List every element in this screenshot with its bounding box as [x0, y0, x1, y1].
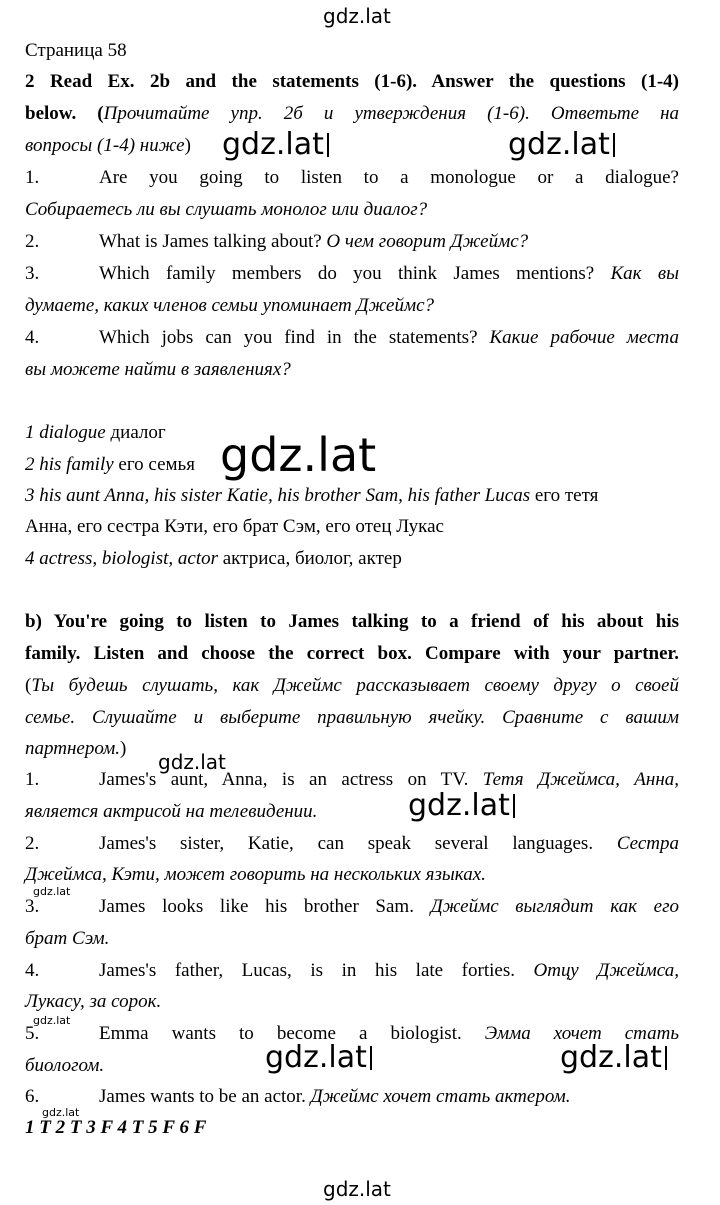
- answer-2: 2 his family его семья: [25, 454, 195, 475]
- watermark-4: gdz.lat: [265, 1040, 372, 1075]
- question-2: 2. What is James talking about? О чем говорит Джеймс?: [25, 231, 529, 252]
- question-3-ru: думаете, каких членов семьи упоминает Джеймс?: [25, 295, 435, 316]
- watermark-1: gdz.lat: [222, 127, 329, 162]
- statement-4: 4. James's father, Lucas, is in his late forties. Отцу Джеймса,: [25, 960, 680, 981]
- question-3: 3. Which family members do you think James mentions? Как вы: [25, 263, 680, 284]
- statement-4-ru: Лукасу, за сорок.: [25, 991, 162, 1012]
- answer-3-cont: Анна, его сестра Кэти, его брат Сэм, его отец Лукас: [25, 516, 444, 537]
- statement-2-ru: Джеймса, Кэти, может говорить на нескольких языках.: [25, 864, 486, 885]
- watermark-big: gdz.lat: [220, 428, 377, 482]
- page-label: Страница 58: [25, 40, 127, 61]
- statement-5-ru: биологом.: [25, 1055, 105, 1076]
- statement-5: 5. Emma wants to become a biologist. Эмма хочет стать: [25, 1023, 679, 1044]
- statement-6: 6. James wants to be an actor. Джеймс хочет стать актером.: [25, 1086, 571, 1107]
- statement-1-ru: является актрисой на телевидении.: [25, 801, 318, 822]
- taskb-heading-ru2: семье. Слушайте и выберите правильную ячейку. Сравните с вашим: [25, 707, 679, 728]
- task2-heading-line2: below. (Прочитайте упр. 2б и утверждения (1-6). Ответьте на: [25, 103, 680, 124]
- question-1-en: 1. Are you going to listen to a monologue or a dialogue?: [25, 167, 679, 188]
- taskb-heading-line2: family. Listen and choose the correct box. Compare with your partner.: [25, 643, 679, 664]
- statement-1: 1. James's aunt, Anna, is an actress on TV. Тетя Джеймса, Анна,: [25, 769, 680, 790]
- final-answer: 1 T 2 T 3 F 4 T 5 F 6 F: [25, 1117, 207, 1138]
- watermark-3: gdz.lat: [408, 788, 515, 823]
- watermark-bottom: gdz.lat: [323, 1177, 391, 1201]
- question-1-ru: Собираетесь ли вы слушать монолог или диалог?: [25, 199, 428, 220]
- statement-3: 3. James looks like his brother Sam. Джеймс выглядит как его: [25, 896, 679, 917]
- answer-3: 3 his aunt Anna, his sister Katie, his brother Sam, his father Lucas его тетя: [25, 485, 599, 506]
- watermark-5: gdz.lat: [560, 1040, 667, 1075]
- question-4: 4. Which jobs can you find in the statements? Какие рабочие места: [25, 327, 679, 348]
- taskb-heading-ru3: партнером.): [25, 738, 127, 759]
- watermark-tiny-1: gdz.lat: [33, 885, 71, 898]
- watermark-top: gdz.lat: [323, 4, 391, 28]
- watermark-2: gdz.lat: [508, 127, 615, 162]
- answer-4: 4 actress, biologist, actor актриса, биолог, актер: [25, 548, 402, 569]
- statement-2: 2. James's sister, Katie, can speak several languages. Сестра: [25, 833, 679, 854]
- question-4-ru: вы можете найти в заявлениях?: [25, 359, 291, 380]
- taskb-heading-line1: b) You're going to listen to James talking to a friend of his about his: [25, 611, 679, 632]
- task2-heading-line1: 2 Read Ex. 2b and the statements (1-6). Answer the questions (1-4): [25, 71, 679, 92]
- answer-1: 1 dialogue диалог: [25, 422, 166, 443]
- task2-heading-line3: вопросы (1-4) ниже): [25, 135, 191, 156]
- watermark-tiny-2: gdz.lat: [33, 1014, 71, 1027]
- watermark-tiny-3: gdz.lat: [42, 1106, 80, 1119]
- statement-3-ru: брат Сэм.: [25, 928, 110, 949]
- watermark-small-1: gdz.lat: [158, 750, 226, 774]
- taskb-heading-ru1: (Ты будешь слушать, как Джеймс рассказывает своему другу о своей: [25, 675, 679, 696]
